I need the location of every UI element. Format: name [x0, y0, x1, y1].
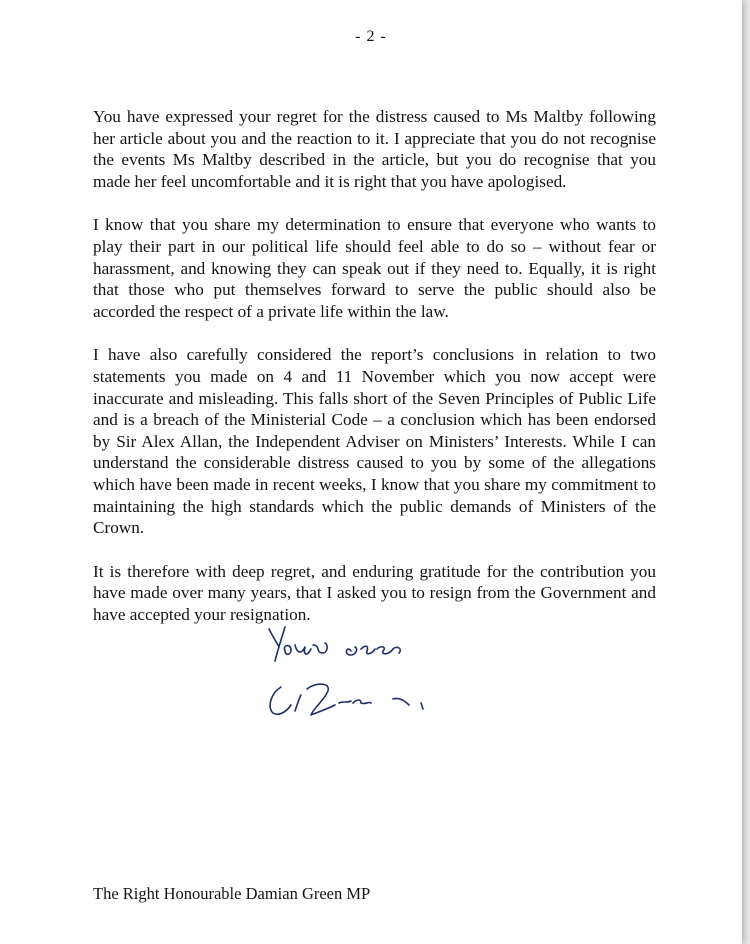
paragraph-regret: You have expressed your regret for the distress caused to Ms Maltby following her article about you and the reaction to it. I appreciate that you do not recognise the events Ms Maltby described in the article, but you do recognise that you made her feel uncomfortable and it is right that you have apologised.	[93, 107, 656, 191]
handwritten-signature	[255, 615, 445, 725]
letter-body	[93, 106, 656, 625]
paragraph-determination: I know that you share my determination to ensure that everyone who wants to play their part in our political life should feel able to do so – without fear or harassment, and knowing they can speak out if they need to. Equally, it is right that those who put themselves forward to serve the public should also be accorded the respect of a private life within the law.	[93, 215, 656, 321]
page-number: - 2 -	[355, 28, 387, 45]
recipient-name: The Right Honourable Damian Green MP	[93, 884, 371, 903]
paragraph-conclusions: I have also carefully considered the report’s conclusions in relation to two statements you made on 4 and 11 November which you now accept were inaccurate and misleading. This falls short of the Seven Principles of Public Life and is a breach of the Ministerial Code – a conclusion which has been endorsed by Sir Alex Allan, the Independent Adviser on Ministers’ Interests. While I can understand the considerable distress caused to you by some of the allegations which have been made in recent weeks, I know that you share my commitment to maintaining the high standards which the public demands of Ministers of the Crown.	[93, 345, 656, 538]
paragraph-resignation: It is therefore with deep regret, and enduring gratitude for the contribution you have made over many years, that I asked you to resign from the Government and have accepted your resignation.	[93, 561, 656, 624]
